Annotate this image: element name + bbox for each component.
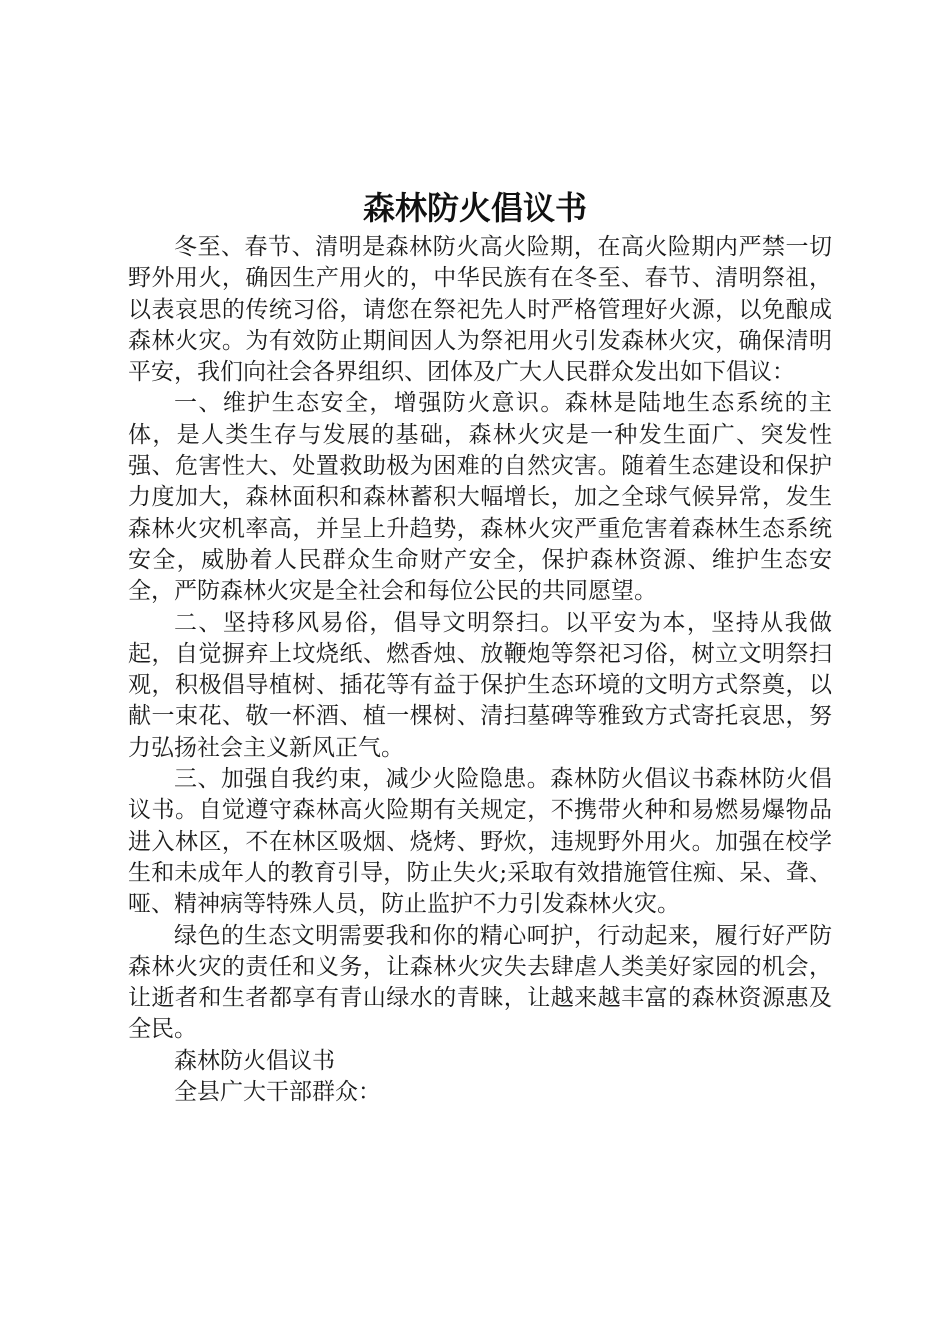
paragraph-closing: 绿色的生态文明需要我和你的精心呵护，行动起来，履行好严防森林火灾的责任和义务，让森林火灾失去肆虐人类美好家园的机会，让逝者和生者都享有青山绿水的青睐，让越来越丰富的森林资源惠及全民。 [128, 922, 832, 1043]
paragraph-point-2: 二、坚持移风易俗，倡导文明祭扫。以平安为本，坚持从我做起，自觉摒弃上坟烧纸、燃香烛、放鞭炮等祭祀习俗，树立文明祭扫观，积极倡导植树、插花等有益于保护生态环境的文明方式祭奠，以献一束花、敬一杯酒、植一棵树、清扫墓碑等雅致方式寄托哀思，努力弘扬社会主义新风正气。 [128, 609, 832, 761]
paragraph-salutation: 全县广大干部群众： [174, 1079, 381, 1106]
document-title: 森林防火倡议书 [362, 189, 587, 227]
paragraph-intro: 冬至、春节、清明是森林防火高火险期，在高火险期内严禁一切野外用火，确因生产用火的，中华民族有在冬至、春节、清明祭祖，以表哀思的传统习俗，请您在祭祀先人时严格管理好火源，以免酿成森林火灾。为有效防止期间因人为祭祀用火引发森林火灾，确保清明平安，我们向社会各界组织、团体及广大人民群众发出如下倡议： [128, 234, 832, 386]
paragraph-point-1: 一、维护生态安全，增强防火意识。森林是陆地生态系统的主体，是人类生存与发展的基础，森林火灾是一种发生面广、突发性强、危害性大、处置救助极为困难的自然灾害。随着生态建设和保护力度加大，森林面积和森林蓄积大幅增长，加之全球气候异常，发生森林火灾机率高，并呈上升趋势，森林火灾严重危害着森林生态系统安全，威胁着人民群众生命财产安全，保护森林资源、维护生态安全，严防森林火灾是全社会和每位公民的共同愿望。 [128, 390, 832, 605]
paragraph-subtitle: 森林防火倡议书 [174, 1047, 335, 1074]
paragraph-point-3: 三、加强自我约束，减少火险隐患。森林防火倡议书森林防火倡议书。自觉遵守森林高火险期有关规定，不携带火种和易燃易爆物品进入林区，不在林区吸烟、烧烤、野炊，违规野外用火。加强在校学生和未成年人的教育引导，防止失火;采取有效措施管住痴、呆、聋、哑、精神病等特殊人员，防止监护不力引发森林火灾。 [128, 766, 832, 918]
document-body [128, 232, 832, 1108]
